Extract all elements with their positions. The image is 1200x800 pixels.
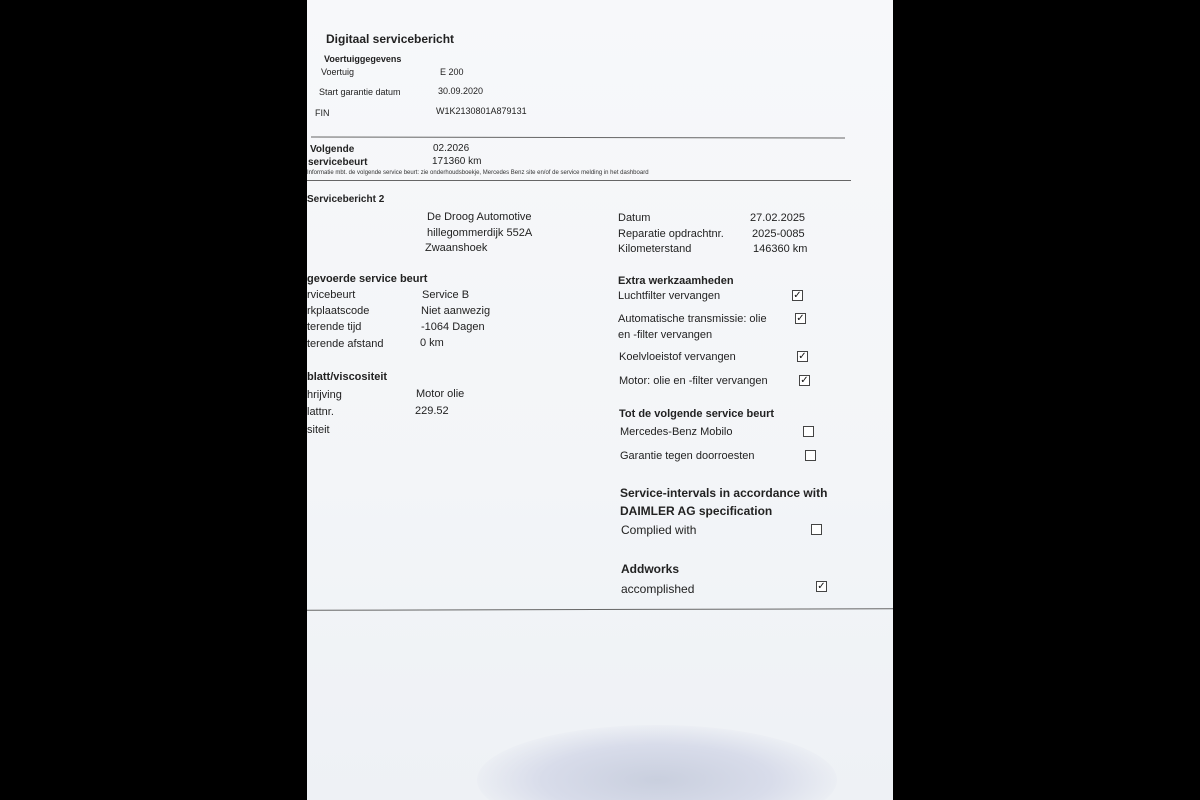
page-title: Digitaal servicebericht [326, 32, 455, 46]
extra-checkbox[interactable]: ✓ [793, 290, 802, 301]
photo-shadow [477, 725, 837, 800]
next-service-label-2: servicebeurt [308, 157, 368, 168]
oil-label: siteit [307, 424, 330, 436]
divider [311, 137, 845, 139]
document-page [307, 0, 893, 800]
dealer-name: De Droog Automotive [427, 211, 532, 223]
performed-label: rkplaatscode [307, 305, 370, 317]
oil-value: 229.52 [415, 405, 449, 417]
performed-value: Niet aanwezig [421, 305, 491, 317]
oil-label: lattnr. [307, 406, 334, 418]
odometer-value: 146360 km [753, 243, 808, 255]
vehicle-value: E 200 [440, 67, 464, 77]
fin-value: W1K2130801A879131 [436, 106, 527, 116]
divider [307, 180, 851, 181]
extra-item-label-2: en -filter vervangen [618, 329, 713, 341]
addworks-checkbox[interactable]: ✓ [817, 581, 826, 592]
until-next-title: Tot de volgende service beurt [619, 408, 775, 420]
performed-value: Service B [422, 289, 470, 301]
next-service-info: Informatie mbt. de volgende service beurt: zie onderhoudsboekje, Mercedes Benz site en/of de service melding in het dashboard [307, 170, 649, 176]
fin-label: FIN [315, 108, 330, 118]
next-service-km: 171360 km [432, 156, 482, 167]
extra-item-label: Koelvloeistof vervangen [619, 351, 736, 363]
intervals-title-2: DAIMLER AG specification [620, 504, 773, 518]
performed-title: gevoerde service beurt [307, 273, 428, 285]
until-next-item-label: Garantie tegen doorroesten [620, 450, 755, 462]
intervals-title: Service-intervals in accordance with [620, 486, 828, 500]
extra-title: Extra werkzaamheden [618, 275, 734, 287]
addworks-item-label: accomplished [621, 582, 695, 596]
oil-value: Motor olie [416, 388, 465, 400]
intervals-checkbox[interactable] [811, 524, 822, 535]
addworks-title: Addworks [621, 562, 680, 576]
oil-label: hrijving [307, 389, 342, 401]
performed-value: -1064 Dagen [421, 321, 485, 333]
extra-checkbox[interactable]: ✓ [796, 313, 805, 324]
dealer-city: Zwaanshoek [425, 242, 488, 254]
until-next-checkbox[interactable] [803, 426, 814, 437]
date-value: 27.02.2025 [750, 212, 806, 224]
divider [307, 608, 893, 611]
vehicle-label: Voertuig [321, 67, 355, 77]
extra-checkbox[interactable]: ✓ [798, 351, 807, 362]
performed-value: 0 km [420, 337, 444, 349]
service-report-title: Servicebericht 2 [307, 194, 385, 205]
order-number-value: 2025-0085 [752, 228, 805, 240]
extra-checkbox[interactable]: ✓ [800, 375, 809, 386]
next-service-date: 02.2026 [433, 143, 470, 154]
intervals-item-label: Complied with [621, 523, 697, 537]
vehicle-section-label: Voertuiggegevens [324, 54, 402, 64]
warranty-start-value: 30.09.2020 [438, 86, 484, 96]
next-service-label: Volgende [310, 144, 355, 155]
performed-label: terende tijd [307, 321, 362, 333]
until-next-item-label: Mercedes-Benz Mobilo [620, 426, 733, 438]
extra-item-label: Motor: olie en -filter vervangen [619, 375, 768, 387]
odometer-label: Kilometerstand [618, 243, 692, 255]
until-next-checkbox[interactable] [805, 450, 816, 461]
date-label: Datum [618, 212, 651, 224]
oil-title: blatt/viscositeit [307, 371, 388, 383]
order-number-label: Reparatie opdrachtnr. [618, 228, 724, 240]
performed-label: rvicebeurt [307, 289, 356, 301]
dealer-street: hillegommerdijk 552A [427, 227, 533, 239]
extra-item-label: Automatische transmissie: olie [618, 313, 767, 325]
extra-item-label: Luchtfilter vervangen [618, 290, 721, 302]
performed-label: terende afstand [307, 338, 384, 350]
warranty-start-label: Start garantie datum [319, 87, 401, 97]
